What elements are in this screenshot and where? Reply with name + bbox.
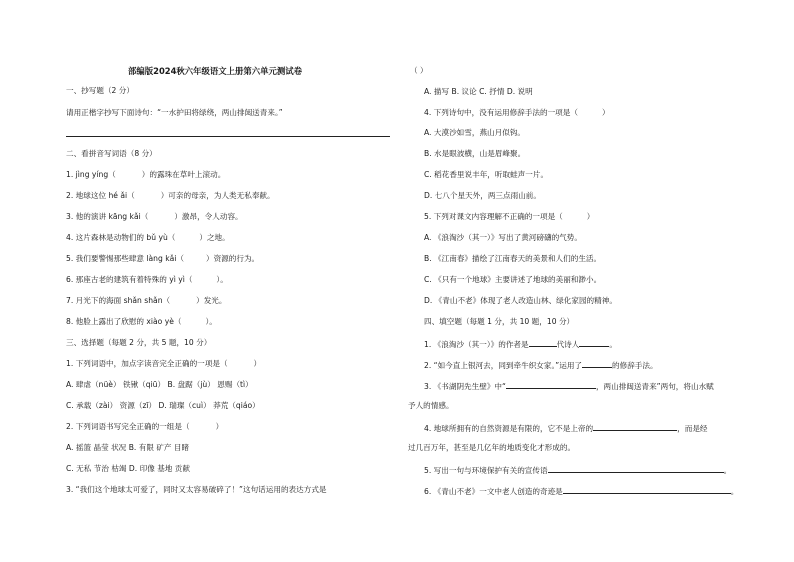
- pinyin-item-5: 5. 我们要警惕那些肆意 làng kǎi（ ）资源的行为。: [66, 254, 260, 263]
- pinyin-item-2: 2. 地球这位 hé ǎi（ ）可亲的母亲，为人类无私奉献。: [66, 191, 275, 200]
- section-1-prompt: 请用正楷字抄写下面诗句：“一水护田将绿绕，两山排闼送青来。”: [66, 108, 283, 117]
- blank[interactable]: [579, 338, 609, 347]
- pinyin-item-8: 8. 他脸上露出了欣慰的 xiào yè（ ）。: [66, 317, 217, 326]
- blank[interactable]: [593, 422, 677, 431]
- pinyin-item-6: 6. 那座古老的建筑有着特殊的 yì yì（ ）。: [66, 275, 228, 284]
- pinyin-item-1: 1. jìng yíng（ ）的露珠在草叶上滚动。: [66, 170, 226, 179]
- fill-item-3: 3. 《书湖阴先生壁》中“ ，两山排闼送青来”两句，将山水赋: [424, 382, 714, 391]
- blank[interactable]: [506, 380, 596, 389]
- blank[interactable]: [529, 338, 557, 347]
- pinyin-item-7: 7. 月光下的海面 shǎn shǎn（ ）发光。: [66, 296, 227, 305]
- question-4: 4. 下列诗句中，没有运用修辞手法的一项是（ ）: [424, 108, 610, 117]
- section-3-heading: 三、选择题（每题 2 分，共 5 题，10 分）: [66, 338, 212, 347]
- fill-item-3-continued: 予人的情感。: [408, 401, 454, 410]
- question-3-options: A. 描写 B. 议论 C. 抒情 D. 说明: [424, 87, 533, 96]
- blank[interactable]: [582, 359, 612, 368]
- fill-item-5: 5. 写出一句与环境保护有关的宣传语 。: [424, 466, 732, 475]
- question-3: 3. “我们这个地球太可爱了，同时又太容易破碎了！”这句话运用的表达方式是: [66, 485, 327, 494]
- question-4-option-c: C. 稻花香里说丰年，听取蛙声一片。: [424, 170, 549, 179]
- question-5-option-c: C. 《只有一个地球》主要讲述了地球的美丽和渺小。: [424, 275, 602, 284]
- question-1: 1. 下列词语中，加点字读音完全正确的一项是（ ）: [66, 359, 262, 368]
- question-2-options-ab: A. 摇篮 晶莹 状况 B. 有限 矿产 目睹: [66, 443, 190, 452]
- question-5: 5. 下列对课文内容理解不正确的一项是（ ）: [424, 212, 595, 221]
- question-4-option-d: D. 七八个星天外，两三点雨山前。: [424, 191, 541, 200]
- question-1-options-ab: A. 肆虐（nüè） 铁锹（qiū） B. 盘踞（jù） 恩赐（tì）: [66, 380, 253, 389]
- question-3-paren: （ ）: [410, 66, 428, 75]
- answer-line: [66, 136, 390, 137]
- fill-item-2: 2. “如今直上银河去，同到牵牛织女家。”运用了 的修辞手法。: [424, 361, 658, 370]
- question-1-options-cd: C. 承载（zài） 资源（zī） D. 瑞璨（cuì） 莽荒（qiáo）: [66, 401, 260, 410]
- page-title: 部编版2024秋六年级语文上册第六单元测试卷: [128, 66, 303, 76]
- question-2-options-cd: C. 无私 节治 枯竭 D. 印像 基地 贡献: [66, 464, 190, 473]
- fill-item-4-continued: 过几百万年，甚至是几亿年的地质变化才形成的。: [408, 443, 576, 452]
- section-1-heading: 一、抄写题（2 分）: [66, 86, 134, 95]
- blank[interactable]: [548, 464, 724, 473]
- question-4-option-a: A. 大漠沙如雪，燕山月似钩。: [424, 128, 526, 137]
- section-2-heading: 二、看拼音写词语（8 分）: [66, 149, 157, 158]
- blank[interactable]: [563, 485, 731, 494]
- fill-item-4: 4. 地球所拥有的自然资源是有限的，它不是上帝的 ，而是经: [424, 424, 708, 433]
- fill-item-6: 6. 《青山不老》一文中老人创造的奇迹是 。: [424, 487, 739, 496]
- question-2: 2. 下列词语书写完全正确的一组是（ ）: [66, 422, 224, 431]
- question-5-option-a: A. 《浪淘沙（其一）》写出了黄河磅礴的气势。: [424, 233, 582, 242]
- pinyin-item-3: 3. 他的演讲 kāng kǎi（ ）激昂，令人动容。: [66, 212, 243, 221]
- question-5-option-b: B. 《江南春》描绘了江南春天的美景和人们的生活。: [424, 254, 602, 263]
- fill-item-1: 1. 《浪淘沙（其一）》的作者是 代诗人 。: [424, 340, 617, 349]
- question-5-option-d: D. 《青山不老》体现了老人改造山林、绿化家园的精神。: [424, 296, 617, 305]
- pinyin-item-4: 4. 这片森林是动物们的 bǔ yù（ ）之地。: [66, 233, 230, 242]
- section-4-heading: 四、填空题（每题 1 分，共 10 题，10 分）: [424, 317, 575, 326]
- question-4-option-b: B. 水是眼波横，山是眉峰聚。: [424, 149, 526, 158]
